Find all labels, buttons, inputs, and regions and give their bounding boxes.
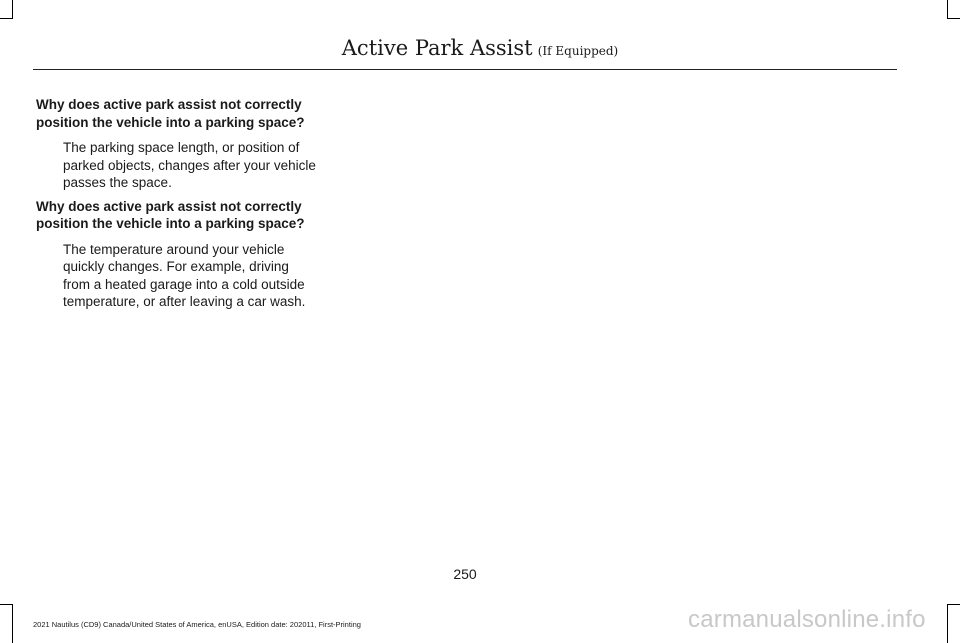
crop-mark-top-left-h bbox=[0, 18, 13, 19]
crop-mark-bottom-right-h bbox=[947, 604, 960, 605]
faq-question: Why does active park assist not correctly position the vehicle into a parking space? bbox=[36, 97, 305, 130]
crop-mark-top-right-v bbox=[947, 0, 948, 19]
crop-mark-top-right-h bbox=[947, 18, 960, 19]
header-title-main: Active Park Assist bbox=[341, 36, 533, 60]
header-divider bbox=[33, 69, 897, 70]
header-title-subtitle: (If Equipped) bbox=[537, 44, 619, 58]
page-number: 250 bbox=[453, 566, 477, 582]
faq-section bbox=[36, 198, 316, 311]
faq-answer: The temperature around your vehicle quickly changes. For example, driving from a heated garage into a cold outside temperature, or after leaving a car wash. bbox=[63, 241, 306, 309]
faq-question: Why does active park assist not correctly position the vehicle into a parking space? bbox=[36, 198, 305, 231]
faq-content bbox=[36, 96, 316, 317]
faq-answer: The parking space length, or position of parked objects, changes after your vehicle passes the space. bbox=[63, 140, 316, 190]
watermark-logo: carmanualsonline.info bbox=[688, 606, 926, 633]
crop-mark-bottom-right-v bbox=[947, 604, 948, 643]
crop-mark-bottom-left-h bbox=[0, 604, 13, 605]
page-header-title bbox=[0, 36, 960, 60]
crop-mark-top-left-v bbox=[12, 0, 13, 19]
crop-mark-bottom-left-v bbox=[12, 604, 13, 643]
faq-section bbox=[36, 96, 316, 192]
edition-footer: 2021 Nautilus (CD9) Canada/United States of America, enUSA, Edition date: 202011, First-Printing bbox=[33, 620, 361, 629]
